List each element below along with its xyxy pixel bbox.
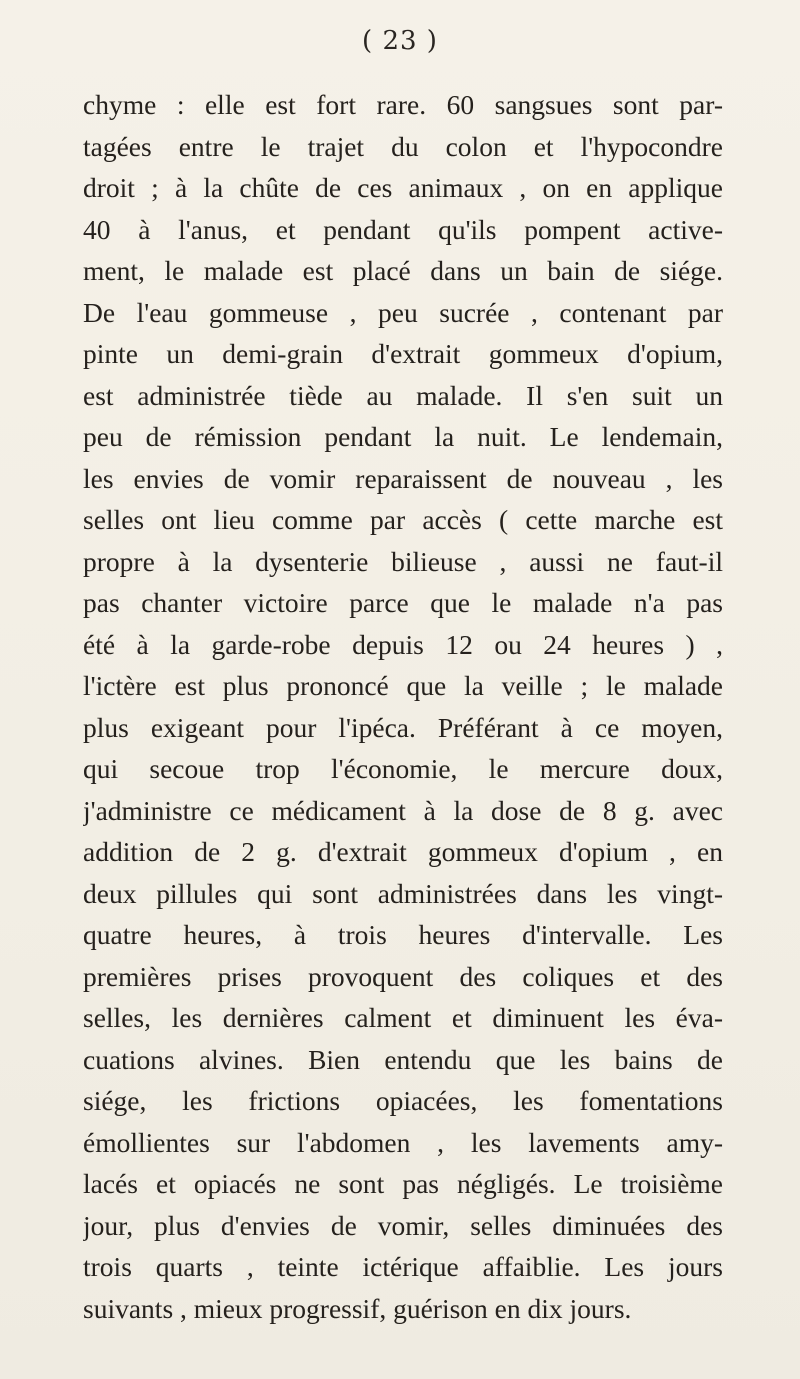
text-line: 40 à l'anus, et pendant qu'ils pompent active- [83,213,723,245]
text-line: ment, le malade est placé dans un bain de siége. [83,255,723,286]
text-line: l'ictère est plus prononcé que la veille ; le malade [83,670,723,701]
text-line: lacés et opiacés ne sont pas négligés. Le troisième [83,1168,723,1199]
text-line: été à la garde-robe depuis 12 ou 24 heures ) , [83,628,723,660]
body-text [83,84,723,1329]
text-line: selles ont lieu comme par accès ( cette marche est [83,504,723,535]
text-line: suivants , mieux progressif, guérison en dix jours. [83,1292,632,1324]
text-line: premières prises provoquent des coliques et des [83,960,723,992]
text-line: quatre heures, à trois heures d'intervalle. Les [83,919,723,950]
text-line: selles, les dernières calment et diminuent les éva- [83,1002,723,1033]
text-line: peu de rémission pendant la nuit. Le lendemain, [83,421,723,452]
text-line: chyme : elle est fort rare. 60 sangsues sont par- [83,89,723,120]
text-line: qui secoue trop l'économie, le mercure doux, [83,753,723,784]
text-line: pas chanter victoire parce que le malade n'a pas [83,587,723,618]
text-line: jour, plus d'envies de vomir, selles diminuées des [83,1209,723,1241]
text-line: pinte un demi-grain d'extrait gommeux d'opium, [83,338,723,369]
text-line: propre à la dysenterie bilieuse , aussi ne faut-il [83,545,723,577]
page-number: ( 23 ) [362,26,438,56]
text-line: trois quarts , teinte ictérique affaiblie. Les jours [83,1251,723,1282]
text-line: addition de 2 g. d'extrait gommeux d'opium , en [83,836,723,867]
text-line: tagées entre le trajet du colon et l'hypocondre [83,130,723,162]
text-line: deux pillules qui sont administrées dans les vingt- [83,877,723,909]
text-line: est administrée tiède au malade. Il s'en suit un [83,379,723,411]
text-line: droit ; à la chûte de ces animaux , on en applique [83,172,723,203]
text-line: plus exigeant pour l'ipéca. Préférant à ce moyen, [83,711,723,743]
text-line: j'administre ce médicament à la dose de 8 g. avec [83,794,723,826]
text-line: De l'eau gommeuse , peu sucrée , contenant par [83,296,723,328]
text-line: les envies de vomir reparaissent de nouveau , les [83,462,723,494]
text-line: cuations alvines. Bien entendu que les bains de [83,1043,723,1075]
text-line: émollientes sur l'abdomen , les lavements amy- [83,1126,723,1158]
text-line: siége, les frictions opiacées, les fomentations [83,1085,723,1116]
